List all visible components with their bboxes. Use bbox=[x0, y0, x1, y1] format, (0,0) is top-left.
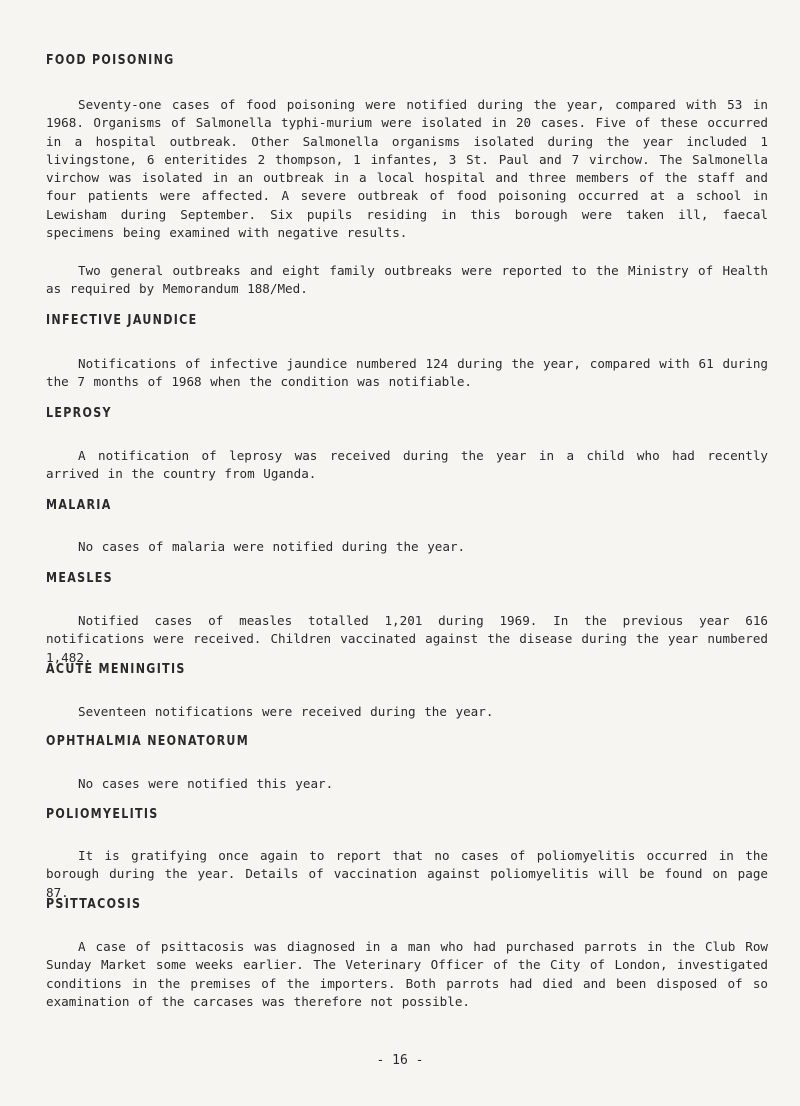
acute-meningitis-paragraph bbox=[46, 703, 768, 721]
paragraph: It is gratifying once again to report that no cases of poliomyelitis occurred in the borough during the year. Details of vaccination against poliomyelitis will be found on page 87. bbox=[46, 848, 768, 900]
section-leprosy bbox=[46, 405, 768, 421]
section-heading: ACUTE MENINGITIS bbox=[46, 661, 186, 677]
psittacosis-paragraph bbox=[46, 938, 768, 1011]
paragraph: Seventy-one cases of food poisoning were notified during the year, compared with 53 in 1968. Organisms of Salmonella typhi-murium were isolated in 20 cases. Five of these occurred in a hospital outbreak. Other Salmonella organisms isolated during the year included 1 livingstone, 6 enteritides 2 thompson, 1 infantes, 3 St. Paul and 7 virchow. The Salmonella virchow was isolated in an outbreak in a local hospital and three members of the staff and four patients were affected. A severe outbreak of food poisoning occurred at a school in Lewisham during September. Six pupils residing in this borough were taken ill, faecal specimens being examined with negative results. bbox=[46, 97, 768, 241]
section-heading: LEPROSY bbox=[46, 405, 112, 421]
section-malaria bbox=[46, 497, 768, 513]
section-acute-meningitis bbox=[46, 661, 768, 677]
paragraph: A notification of leprosy was received during the year in a child who had recently arrived in the country from Uganda. bbox=[46, 448, 768, 482]
section-psittacosis bbox=[46, 896, 768, 912]
section-heading: MEASLES bbox=[46, 570, 113, 586]
paragraph: Notified cases of measles totalled 1,201 during 1969. In the previous year 616 notifications were received. Children vaccinated against the disease during the year numbered 1,482. bbox=[46, 613, 768, 665]
ophthalmia-neonatorum-paragraph bbox=[46, 775, 768, 793]
leprosy-paragraph bbox=[46, 447, 768, 484]
section-ophthalmia-neonatorum bbox=[46, 733, 768, 749]
food-poisoning-paragraph-1 bbox=[46, 96, 768, 242]
section-measles bbox=[46, 570, 768, 586]
paragraph: Notifications of infective jaundice numbered 124 during the year, compared with 61 during the 7 months of 1968 when the condition was notifiable. bbox=[46, 356, 768, 390]
section-heading: MALARIA bbox=[46, 497, 112, 513]
paragraph: Seventeen notifications were received during the year. bbox=[78, 704, 494, 719]
section-heading: FOOD POISONING bbox=[46, 52, 175, 68]
paragraph: Two general outbreaks and eight family outbreaks were reported to the Ministry of Health as required by Memorandum 188/Med. bbox=[46, 263, 768, 297]
measles-paragraph bbox=[46, 612, 768, 667]
section-infective-jaundice bbox=[46, 312, 768, 328]
food-poisoning-paragraph-2 bbox=[46, 262, 768, 299]
malaria-paragraph bbox=[46, 538, 768, 556]
section-heading: POLIOMYELITIS bbox=[46, 806, 159, 822]
page-number: - 16 - bbox=[376, 1053, 424, 1068]
section-heading: OPHTHALMIA NEONATORUM bbox=[46, 733, 250, 749]
poliomyelitis-paragraph bbox=[46, 847, 768, 902]
section-heading: INFECTIVE JAUNDICE bbox=[46, 312, 198, 328]
section-food-poisoning bbox=[46, 52, 768, 68]
section-heading: PSITTACOSIS bbox=[46, 896, 142, 912]
paragraph: No cases of malaria were notified during the year. bbox=[78, 539, 466, 554]
section-poliomyelitis bbox=[46, 806, 768, 822]
paragraph: No cases were notified this year. bbox=[78, 776, 334, 791]
infective-jaundice-paragraph bbox=[46, 355, 768, 392]
paragraph: A case of psittacosis was diagnosed in a man who had purchased parrots in the Club Row Sunday Market some weeks earlier. The Veterinary Officer of the City of London, investigated conditions in the premises of the importers. Both parrots had died and been disposed of so examination of the carcases was therefore not possible. bbox=[46, 939, 768, 1009]
